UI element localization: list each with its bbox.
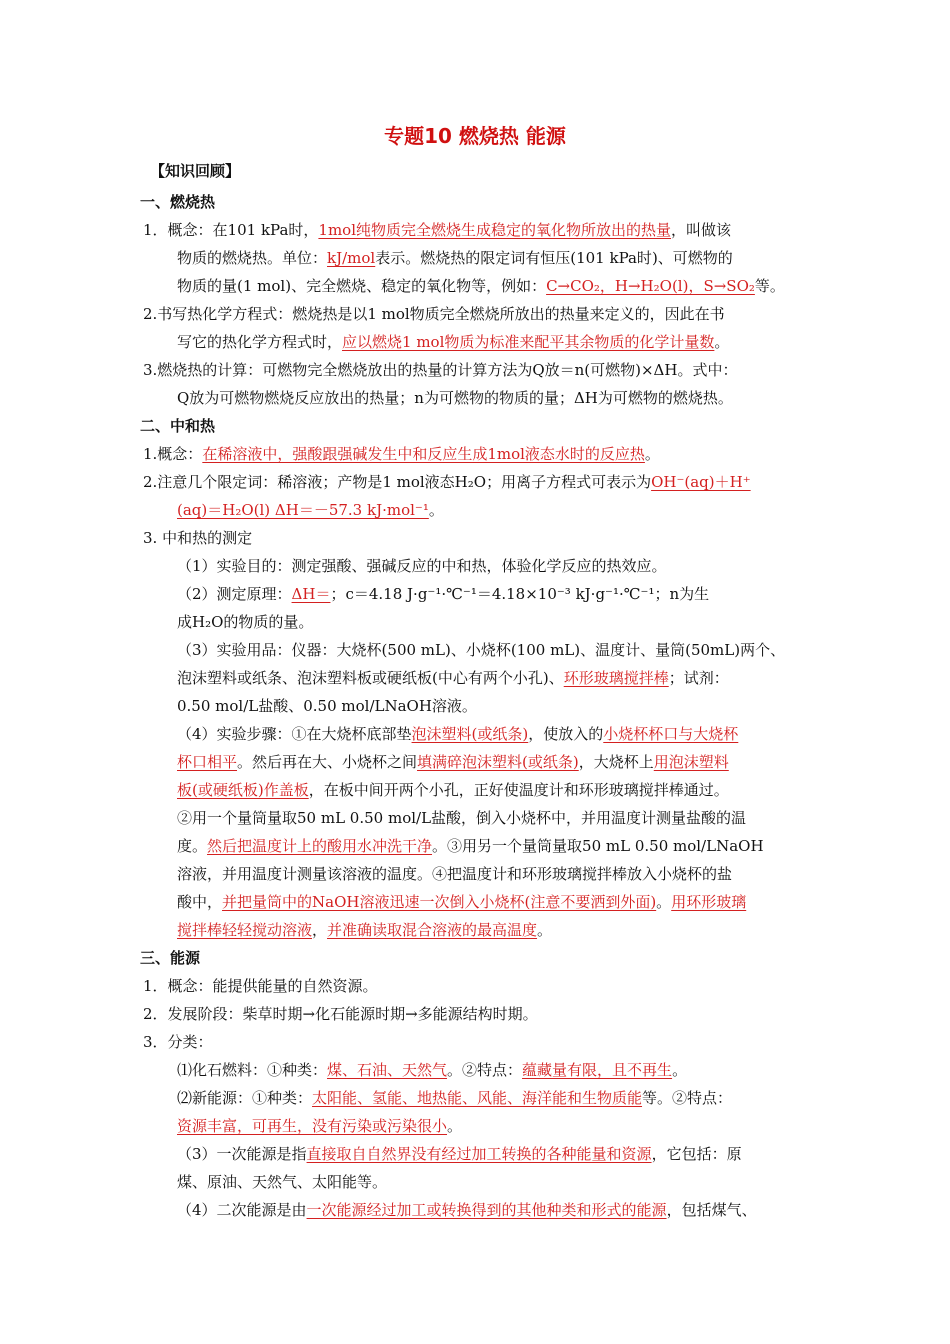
- s3-c1: [177, 1059, 687, 1081]
- s2-q4-line6: 溶液，并用温度计测量该溶液的温度。④把温度计和环形玻璃搅拌棒放入小烧杯的盐: [177, 865, 733, 883]
- text: 1．概念：在101 kPa时，: [143, 221, 319, 239]
- answer-blank: 应以燃烧1 mol物质为标准来配平其余物质的化学计量数: [342, 333, 715, 351]
- text: 。: [537, 921, 553, 939]
- answer-blank: 环形玻璃搅拌棒: [563, 669, 669, 687]
- text: 。②特点：: [447, 1061, 523, 1079]
- s2-q1: （1）实验目的：测定强酸、强碱反应的中和热，体验化学反应的热效应。: [177, 557, 667, 575]
- s2-p1: [143, 443, 660, 465]
- s3-c3-line1: [177, 1143, 742, 1165]
- s3-c4-line1: [177, 1199, 757, 1221]
- s3-p1: 1．概念：能提供能量的自然资源。: [143, 977, 378, 995]
- text: 。: [714, 333, 730, 351]
- s2-q3-line2: [177, 667, 729, 689]
- answer-blank: 杯口相平: [177, 753, 238, 771]
- text: ，使放入的: [528, 725, 604, 743]
- s2-q4-line8: [177, 919, 552, 941]
- text: （3）一次能源是指: [177, 1145, 307, 1163]
- s2-q4-line7: [177, 891, 746, 913]
- text: 酸中，: [177, 893, 223, 911]
- answer-blank: OH⁻(aq)＋H⁺: [651, 473, 751, 491]
- text: 。然后再在大、小烧杯之间: [237, 753, 418, 771]
- review-header: 【知识回顾】: [150, 162, 241, 180]
- answer-blank: 并把量筒中的NaOH溶液迅速一次倒入小烧杯(注意不要洒到外面): [222, 893, 657, 911]
- s1-p2-line1: 2.书写热化学方程式：燃烧热是以1 mol物质完全燃烧所放出的热量来定义的，因此在书: [143, 305, 725, 323]
- text: 度。: [177, 837, 208, 855]
- answer-blank: ΔH＝: [291, 585, 331, 603]
- s2-q3-line1: （3）实验用品：仪器：大烧杯(500 mL)、小烧杯(100 mL)、温度计、量筒(50mL)两个、: [177, 641, 786, 659]
- s3-c2-line2: [177, 1115, 462, 1137]
- answer-blank: 用泡沫塑料: [653, 753, 729, 771]
- text: 。: [644, 445, 660, 463]
- s2-q4-line2: [177, 751, 729, 773]
- text: 2.注意几个限定词：稀溶液；产物是1 mol液态H₂O；用离子方程式可表示为: [143, 473, 652, 491]
- answer-blank: 1mol纯物质完全燃烧生成稳定的氧化物所放出的热量: [318, 221, 672, 239]
- text: ；试剂：: [668, 669, 729, 687]
- section-heading-neutralization: 二、中和热: [140, 417, 216, 435]
- text: ，包括煤气、: [666, 1201, 757, 1219]
- text: ，叫做该: [671, 221, 732, 239]
- text: 。: [447, 1117, 463, 1135]
- answer-blank: C→CO₂，H→H₂O(l)，S→SO₂: [546, 277, 755, 295]
- section-heading-combustion: 一、燃烧热: [140, 193, 216, 211]
- text: 泡沫塑料或纸条、泡沫塑料板或硬纸板(中心有两个小孔)、: [177, 669, 564, 687]
- text: 等。②特点：: [642, 1089, 733, 1107]
- answer-blank: 用环形玻璃: [671, 893, 747, 911]
- text: ，: [312, 921, 328, 939]
- page-title: 专题10 燃烧热 能源: [384, 124, 566, 148]
- s3-c2-line1: [177, 1087, 732, 1109]
- s2-p2-line2: [177, 499, 444, 521]
- s2-p2-line1: [143, 471, 751, 493]
- answer-blank: 太阳能、氢能、地热能、风能、海洋能和生物质能: [312, 1089, 643, 1107]
- text: 物质的量(1 mol)、完全燃烧、稳定的氧化物等，例如：: [177, 277, 547, 295]
- answer-blank: 并准确读取混合溶液的最高温度: [327, 921, 538, 939]
- answer-blank: 泡沫塑料(或纸条): [411, 725, 529, 743]
- s2-q4-line5: [177, 835, 764, 857]
- text: ，在板中间开两个小孔，正好使温度计和环形玻璃搅拌棒通过。: [308, 781, 729, 799]
- s1-p1-line3: [177, 275, 785, 297]
- s3-c3-line2: 煤、原油、天然气、太阳能等。: [177, 1173, 388, 1191]
- s1-p1-line1: [143, 219, 731, 241]
- s2-q2-line1: [177, 583, 709, 605]
- text: （4）二次能源是由: [177, 1201, 307, 1219]
- text: ⑴化石燃料：①种类：: [177, 1061, 328, 1079]
- text: 。③用另一个量筒量取50 mL 0.50 mol/LNaOH: [432, 837, 764, 855]
- text: 表示。燃烧热的限定词有恒压(101 kPa时)、可燃物的: [375, 249, 733, 267]
- s2-q4-line1: [177, 723, 738, 745]
- s1-p3-line2: Q放为可燃物燃烧反应放出的热量；n为可燃物的物质的量；ΔH为可燃物的燃烧热。: [177, 389, 733, 407]
- answer-blank: 在稀溶液中，强酸跟强碱发生中和反应生成1mol液态水时的反应热: [202, 445, 645, 463]
- s2-q3-line3: 0.50 mol/L盐酸、0.50 mol/LNaOH溶液。: [177, 697, 477, 715]
- s2-p3: 3. 中和热的测定: [143, 529, 253, 547]
- answer-blank: 小烧杯杯口与大烧杯: [603, 725, 739, 743]
- answer-blank: 板(或硬纸板)作盖板: [177, 781, 309, 799]
- text: 物质的燃烧热。单位：: [177, 249, 328, 267]
- answer-blank: 搅拌棒轻轻搅动溶液: [177, 921, 313, 939]
- answer-blank: 一次能源经过加工或转换得到的其他种类和形式的能源: [306, 1201, 667, 1219]
- text: ，它包括：原: [651, 1145, 742, 1163]
- section-heading-energy: 三、能源: [140, 949, 201, 967]
- text: 等。: [754, 277, 785, 295]
- text: ；c＝4.18 J·g⁻¹·℃⁻¹＝4.18×10⁻³ kJ·g⁻¹·℃⁻¹；n为生: [330, 585, 710, 603]
- text: （2）测定原理：: [177, 585, 292, 603]
- text: 。: [428, 501, 444, 519]
- s3-p2: 2．发展阶段：柴草时期→化石能源时期→多能源结构时期。: [143, 1005, 538, 1023]
- s2-q4-line3: [177, 779, 729, 801]
- s1-p1-line2: [177, 247, 733, 269]
- answer-blank: 蕴藏量有限，且不再生: [522, 1061, 673, 1079]
- s2-q4-line4: ②用一个量筒量取50 mL 0.50 mol/L盐酸，倒入小烧杯中，并用温度计测量盐酸的温: [177, 809, 747, 827]
- text: 写它的热化学方程式时，: [177, 333, 343, 351]
- s1-p2-line2: [177, 331, 729, 353]
- text: 1.概念：: [143, 445, 203, 463]
- answer-blank: 然后把温度计上的酸用水冲洗干净: [207, 837, 433, 855]
- answer-blank: kJ/mol: [327, 249, 376, 267]
- text: （4）实验步骤：①在大烧杯底部垫: [177, 725, 412, 743]
- answer-blank: 资源丰富，可再生，没有污染或污染很小: [177, 1117, 448, 1135]
- s1-p3-line1: 3.燃烧热的计算：可燃物完全燃烧放出的热量的计算方法为Q放＝n(可燃物)×ΔH。式中：: [143, 361, 738, 379]
- text: 。: [656, 893, 672, 911]
- answer-blank: 煤、石油、天然气: [327, 1061, 448, 1079]
- answer-blank: 直接取自自然界没有经过加工转换的各种能量和资源: [306, 1145, 652, 1163]
- text: 。: [672, 1061, 688, 1079]
- text: ⑵新能源：①种类：: [177, 1089, 313, 1107]
- s3-p3: 3．分类：: [143, 1033, 213, 1051]
- text: ，大烧杯上: [578, 753, 654, 771]
- answer-blank: (aq)＝H₂O(l) ΔH＝－57.3 kJ·mol⁻¹: [177, 501, 429, 519]
- answer-blank: 填满碎泡沫塑料(或纸条): [417, 753, 579, 771]
- s2-q2-line2: 成H₂O的物质的量。: [177, 613, 314, 631]
